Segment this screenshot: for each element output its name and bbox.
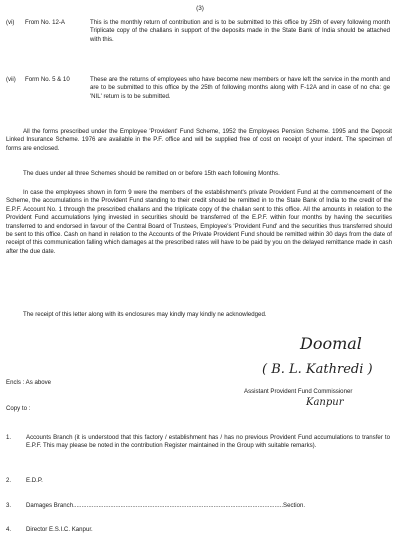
item-number: (vi) bbox=[6, 19, 15, 26]
copy-item-number: 1. bbox=[6, 434, 12, 441]
copy-item-number: 4. bbox=[6, 526, 12, 533]
form-name: Form No. 5 & 10 bbox=[25, 76, 70, 83]
copy-item-number: 2. bbox=[6, 477, 12, 484]
copy-item-text: E.D.P. bbox=[26, 477, 43, 484]
signatory-designation: Assistant Provident Fund Commissioner bbox=[244, 388, 353, 395]
form-description: These are the returns of employees who have become new members or have left the service in the month and are to be submitted to this office by the 25th of following months along with F-12A and in case of no cha: ge 'NIL' return is to be submitted. bbox=[90, 76, 390, 100]
handwritten-place: Kanpur bbox=[306, 397, 344, 408]
form-item-vi bbox=[6, 19, 392, 55]
form-name: From No. 12-A bbox=[25, 19, 65, 26]
item-number: (vii) bbox=[6, 76, 16, 83]
paragraph-forms-availability: All the forms prescribed under the Employee 'Provident' Fund Scheme, 1952 the Employees Pension Scheme. 1995 and the Deposit Linked Insurance Scheme. 1976 are available in the P.F. office and will be supplied free of cost on receipt of your indent. The specimen of forms are enclosed. bbox=[6, 128, 392, 152]
paragraph-private-fund: In case the employees shown in form 9 were the members of the establishment's private Provident Fund at the commencement of the Scheme, the accumulations in the Provident Fund standing to their credit should be remitted in to the State Bank of India to the credit of the E.P.F. Account No. 1 through the prescribed challans and the triplicate copy of the challan sent to this office. All the amounts in relation to the Provident Fund accumulations lying invested in securities should be transferred of the E.P.F. within four months by having the securities transferred to and endorsed in favour of the Central Board of Trustees, Employee's 'Provident Fund' and the securities thus transferred should be sent to this office. Cash on hand in relation to the Accounts of the Private Provident Fund should be remitted within 30 days from the date of receipt of this communication falling which damages at the prescribed rates will have to be paid by you on the delayed remittance made in cash after the due date. bbox=[6, 189, 392, 255]
copy-item-text: Director E.S.I.C. Kanpur. bbox=[26, 526, 93, 533]
handwritten-name: ( B. L. Kathredi ) bbox=[262, 362, 373, 377]
copy-item-number: 3. bbox=[6, 502, 12, 509]
copy-to-heading: Copy to : bbox=[6, 405, 31, 412]
paragraph-dues: The dues under all three Schemes should be remitted on or before 15th each following Months. bbox=[23, 170, 280, 177]
page-number: (3) bbox=[196, 5, 204, 12]
handwritten-signature: Doomal bbox=[300, 334, 362, 353]
copy-item-text: Accounts Branch (it is understood that this factory / establishment has / has no previous Provident Fund accumulations to transfer to E.P.F. This may please be noted in the contribution Register maintained in the Group with suitable remarks). bbox=[26, 434, 390, 450]
paragraph-acknowledgement: The receipt of this letter along with its enclosures may kindly may kindly ne acknowledged. bbox=[23, 311, 267, 318]
form-item-vii bbox=[6, 76, 392, 112]
enclosures-note: Encls : As above bbox=[6, 379, 52, 386]
copy-item-text: Damages Branch............................................................................................................................Section. bbox=[26, 502, 306, 509]
form-description: This is the monthly return of contribution and is to be submitted to this office by 25th of every following month Triplicate copy of the challans in support of the deposits made in the State Bank of India should be attached with this. bbox=[90, 19, 390, 43]
